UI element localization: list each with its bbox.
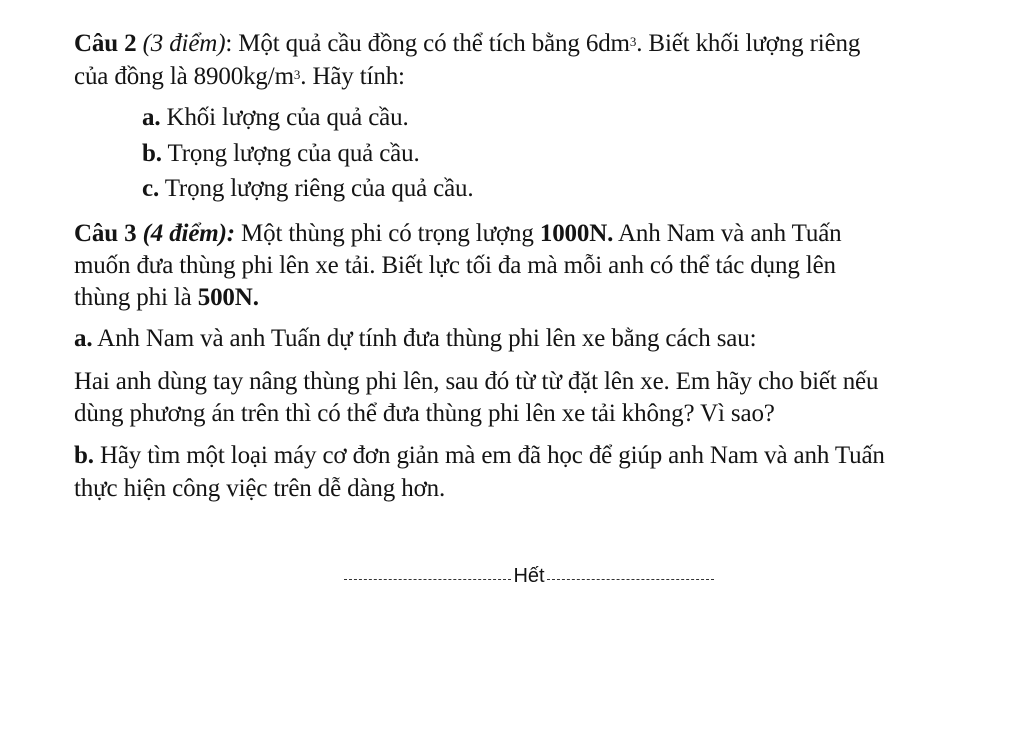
question-2-item-c: c. Trọng lượng riêng của quả cầu. bbox=[142, 175, 474, 202]
question-2-points: (3 điểm) bbox=[142, 30, 226, 57]
question-3-points: (4 điểm): bbox=[142, 220, 235, 247]
question-3-line-2: muốn đưa thùng phi lên xe tải. Biết lực tối đa mà mỗi anh có thể tác dụng lên bbox=[74, 252, 836, 279]
question-3-part-a: a. Anh Nam và anh Tuấn dự tính đưa thùng phi lên xe bằng cách sau: bbox=[74, 325, 757, 352]
question-3-label: Câu 3 bbox=[74, 220, 137, 247]
dashed-rule-left bbox=[344, 579, 511, 580]
question-3-part-b-line-1: b. Hãy tìm một loại máy cơ đơn giản mà em đã học để giúp anh Nam và anh Tuấn bbox=[74, 442, 885, 469]
question-3-paragraph-line-2: dùng phương án trên thì có thể đưa thùng phi lên xe tải không? Vì sao? bbox=[74, 400, 775, 427]
question-3-paragraph-line-1: Hai anh dùng tay nâng thùng phi lên, sau đó từ từ đặt lên xe. Em hãy cho biết nếu bbox=[74, 368, 879, 395]
question-3-line-1: Câu 3 (4 điểm): Một thùng phi có trọng lượng 1000N. Anh Nam và anh Tuấn bbox=[74, 220, 842, 247]
cropped-text-fragment bbox=[236, 0, 436, 2]
question-2-item-b: b. Trọng lượng của quả cầu. bbox=[142, 140, 420, 167]
question-2-item-a: a. Khối lượng của quả cầu. bbox=[142, 104, 409, 131]
end-marker bbox=[344, 563, 714, 589]
question-3-line-3: thùng phi là 500N. bbox=[74, 284, 259, 311]
question-2-label: Câu 2 bbox=[74, 30, 137, 57]
dashed-rule-right bbox=[547, 579, 714, 580]
question-3-part-b-line-2: thực hiện công việc trên dễ dàng hơn. bbox=[74, 475, 446, 502]
question-2-line-1: Câu 2 (3 điểm): Một quả cầu đồng có thể tích bằng $6dm^3$. Biết khối lượng riêng bbox=[74, 30, 861, 57]
end-text: Hết bbox=[513, 564, 545, 587]
question-2-line-2: của đồng là $8900kg/m^3$. Hãy tính: bbox=[74, 63, 405, 90]
